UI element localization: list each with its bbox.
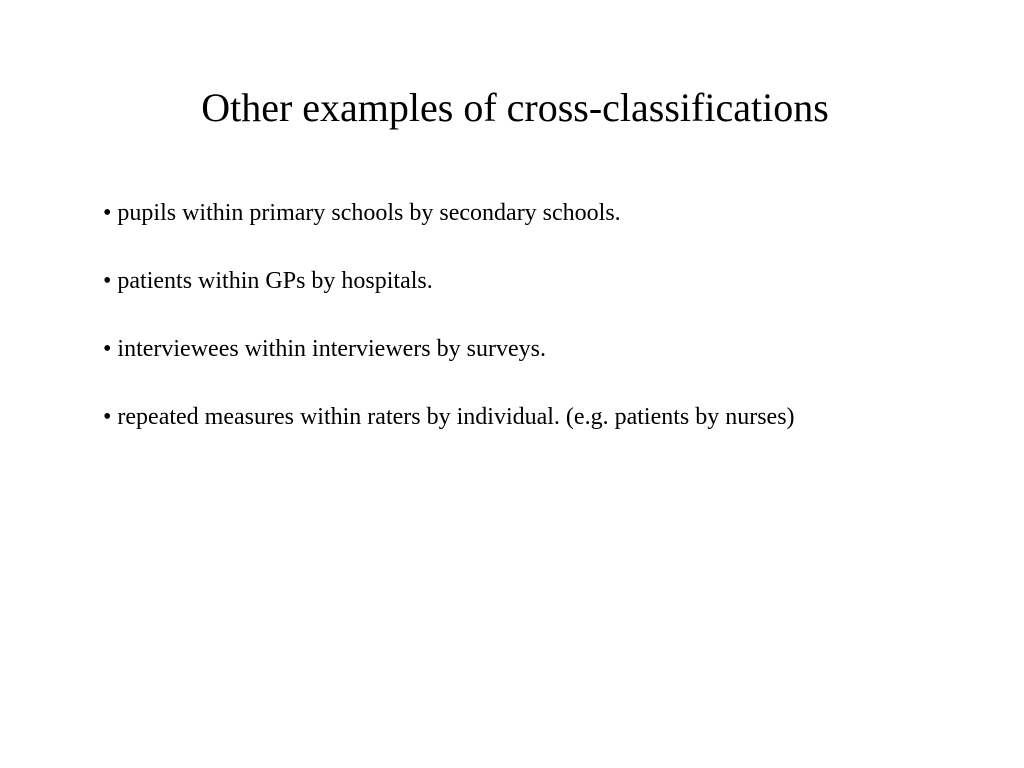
list-item [103, 196, 863, 230]
bullet-icon: • [103, 336, 112, 362]
bullet-text: patients within GPs by hospitals. [117, 268, 433, 294]
bullet-text: pupils within primary schools by secondary schools. [117, 200, 621, 226]
bullet-icon: • [103, 200, 112, 226]
bullet-icon: • [103, 404, 112, 430]
bullet-icon: • [103, 268, 112, 294]
list-item [103, 264, 863, 298]
bullet-list [103, 196, 863, 434]
list-item [103, 332, 863, 366]
slide-title: Other examples of cross-classifications [201, 85, 829, 130]
bullet-text: repeated measures within raters by individual. (e.g. patients by nurses) [117, 404, 795, 430]
bullet-text: interviewees within interviewers by surveys. [117, 336, 546, 362]
list-item [103, 400, 863, 434]
